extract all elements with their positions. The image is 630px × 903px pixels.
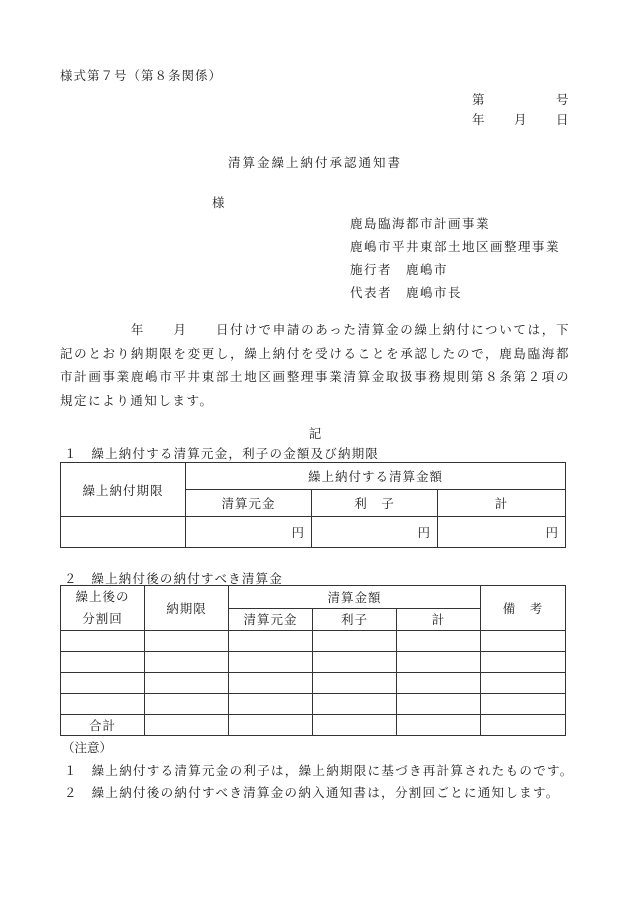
date-month: 月 xyxy=(514,112,527,127)
t2-header-principal: 清算元金 xyxy=(229,608,313,631)
t1-cell-total-yen[interactable]: 円 xyxy=(438,517,566,548)
t2-header-installment-line1: 繰上後の xyxy=(75,589,130,604)
t2-header-installment-line2: 分割回 xyxy=(82,611,123,626)
section2-table xyxy=(60,585,566,736)
t2-header-remarks: 備 考 xyxy=(481,586,566,631)
table-row xyxy=(61,652,566,673)
issuer-executor: 施行者 鹿嶋市 xyxy=(350,262,449,277)
addressee-honorific: 様 xyxy=(212,195,225,210)
body-paragraph: 年 月 日付けで申請のあった清算金の繰上納付については，下記のとおり納期限を変更し，繰上納付を受けることを承認したので，鹿島臨海都市計画事業鹿嶋市平井東部土地区画整理事業清算金取扱事務規則第８条第２項の規定により通知します。 xyxy=(60,322,570,408)
section1-heading: １ 繰上納付する清算元金，利子の金額及び納期限 xyxy=(64,446,380,461)
t2-header-installment xyxy=(61,586,145,631)
date-day: 日 xyxy=(556,112,569,127)
table-row xyxy=(61,673,566,694)
ki-marker: 記 xyxy=(308,426,322,441)
issuer-block xyxy=(350,212,560,304)
t1-cell-interest-yen[interactable]: 円 xyxy=(312,517,438,548)
t2-header-total: 計 xyxy=(397,608,481,631)
note-2: ２ 繰上納付後の納付すべき清算金の納入通知書は，分割回ごとに通知します。 xyxy=(64,785,560,800)
t1-header-total: 計 xyxy=(438,490,566,517)
issuer-project1: 鹿島臨海都市計画事業 xyxy=(350,216,491,231)
number-suffix: 号 xyxy=(556,92,569,107)
t2-total-label: 合計 xyxy=(61,715,145,736)
t2-header-deadline: 納期限 xyxy=(145,586,229,631)
section1-table xyxy=(60,462,566,548)
t1-header-deadline: 繰上納付期限 xyxy=(61,463,186,517)
number-prefix: 第 xyxy=(472,92,485,107)
t1-header-interest: 利 子 xyxy=(312,490,438,517)
table-row xyxy=(61,694,566,715)
t2-header-amount: 清算金額 xyxy=(229,586,481,609)
issuer-representative: 代表者 鹿嶋市長 xyxy=(350,285,463,300)
document-title: 清算金繰上納付承認通知書 xyxy=(227,155,402,170)
total-row xyxy=(61,715,566,736)
note-1: １ 繰上納付する清算元金の利子は，繰上納期限に基づき再計算されたものです。 xyxy=(64,763,574,778)
date-year: 年 xyxy=(472,112,485,127)
t1-header-amount: 繰上納付する清算金額 xyxy=(186,463,566,490)
t1-cell-deadline[interactable] xyxy=(61,517,186,548)
t2-header-interest: 利子 xyxy=(313,608,397,631)
t1-cell-principal-yen[interactable]: 円 xyxy=(186,517,312,548)
table-row xyxy=(61,631,566,652)
notes-heading: （注意） xyxy=(62,740,113,755)
form-number: 様式第７号（第８条関係） xyxy=(60,68,223,83)
t1-header-principal: 清算元金 xyxy=(186,490,312,517)
section2-heading: ２ 繰上納付後の納付すべき清算金 xyxy=(64,571,283,586)
issuer-project2: 鹿嶋市平井東部土地区画整理事業 xyxy=(350,239,561,254)
